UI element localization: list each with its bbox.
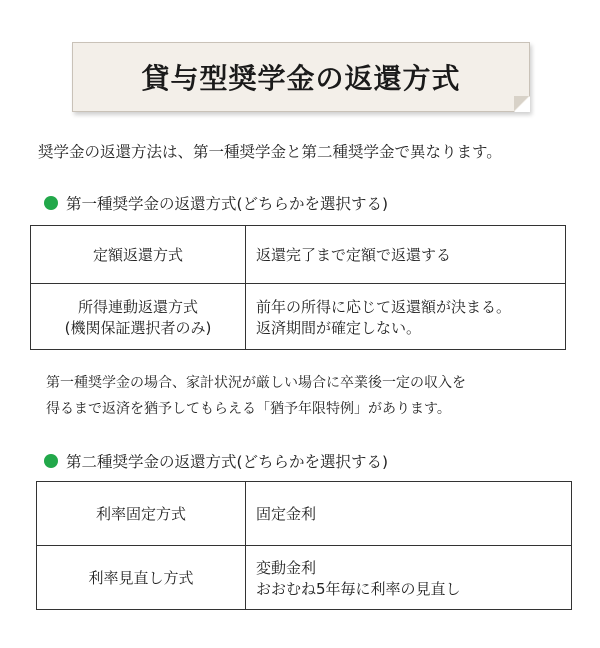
page-title: 貸与型奨学金の返還方式 bbox=[141, 62, 461, 95]
section2-heading bbox=[44, 450, 388, 472]
method-label: 利率固定方式 bbox=[95, 505, 186, 523]
method-cell bbox=[37, 546, 246, 610]
note-line: 得るまで返済を猶予してもらえる「猶予年限特例」があります。 bbox=[46, 401, 451, 417]
section1-heading bbox=[44, 192, 388, 214]
description-text: 固定金利 bbox=[256, 505, 317, 523]
section1-note bbox=[46, 370, 586, 422]
method-cell bbox=[31, 284, 246, 350]
table-row bbox=[37, 482, 572, 546]
method-cell bbox=[31, 226, 246, 284]
method-label: 定額返還方式 bbox=[92, 246, 183, 264]
green-bullet-icon bbox=[44, 196, 58, 210]
description-text: 前年の所得に応じて返還額が決まる。 bbox=[256, 297, 512, 316]
method-label: 利率見直し方式 bbox=[88, 569, 194, 587]
section1-heading-text: 第一種奨学金の返還方式(どちらかを選択する) bbox=[66, 195, 389, 213]
section2-heading-text: 第二種奨学金の返還方式(どちらかを選択する) bbox=[66, 453, 389, 471]
section2-table bbox=[36, 481, 572, 610]
green-bullet-icon bbox=[44, 454, 58, 468]
description-cell bbox=[246, 226, 566, 284]
title-banner bbox=[72, 42, 530, 112]
description-text: おおむね5年毎に利率の見直し bbox=[256, 579, 461, 598]
description-cell bbox=[246, 546, 572, 610]
page-curl-shadow bbox=[514, 96, 529, 111]
method-label: 所得連動返還方式 bbox=[77, 297, 198, 316]
description-text: 変動金利 bbox=[256, 558, 317, 577]
section1-table bbox=[30, 225, 566, 350]
description-cell bbox=[246, 284, 566, 350]
description-text: 返還完了まで定額で返還する bbox=[256, 246, 452, 264]
description-cell bbox=[246, 482, 572, 546]
method-cell bbox=[37, 482, 246, 546]
table-row bbox=[31, 226, 566, 284]
table-row bbox=[31, 284, 566, 350]
intro-text: 奨学金の返還方法は、第一種奨学金と第二種奨学金で異なります。 bbox=[38, 143, 502, 161]
table-row bbox=[37, 546, 572, 610]
method-sublabel: (機関保証選択者のみ) bbox=[64, 318, 212, 337]
description-text: 返済期間が確定しない。 bbox=[256, 318, 422, 337]
note-line: 第一種奨学金の場合、家計状況が厳しい場合に卒業後一定の収入を bbox=[46, 375, 466, 391]
